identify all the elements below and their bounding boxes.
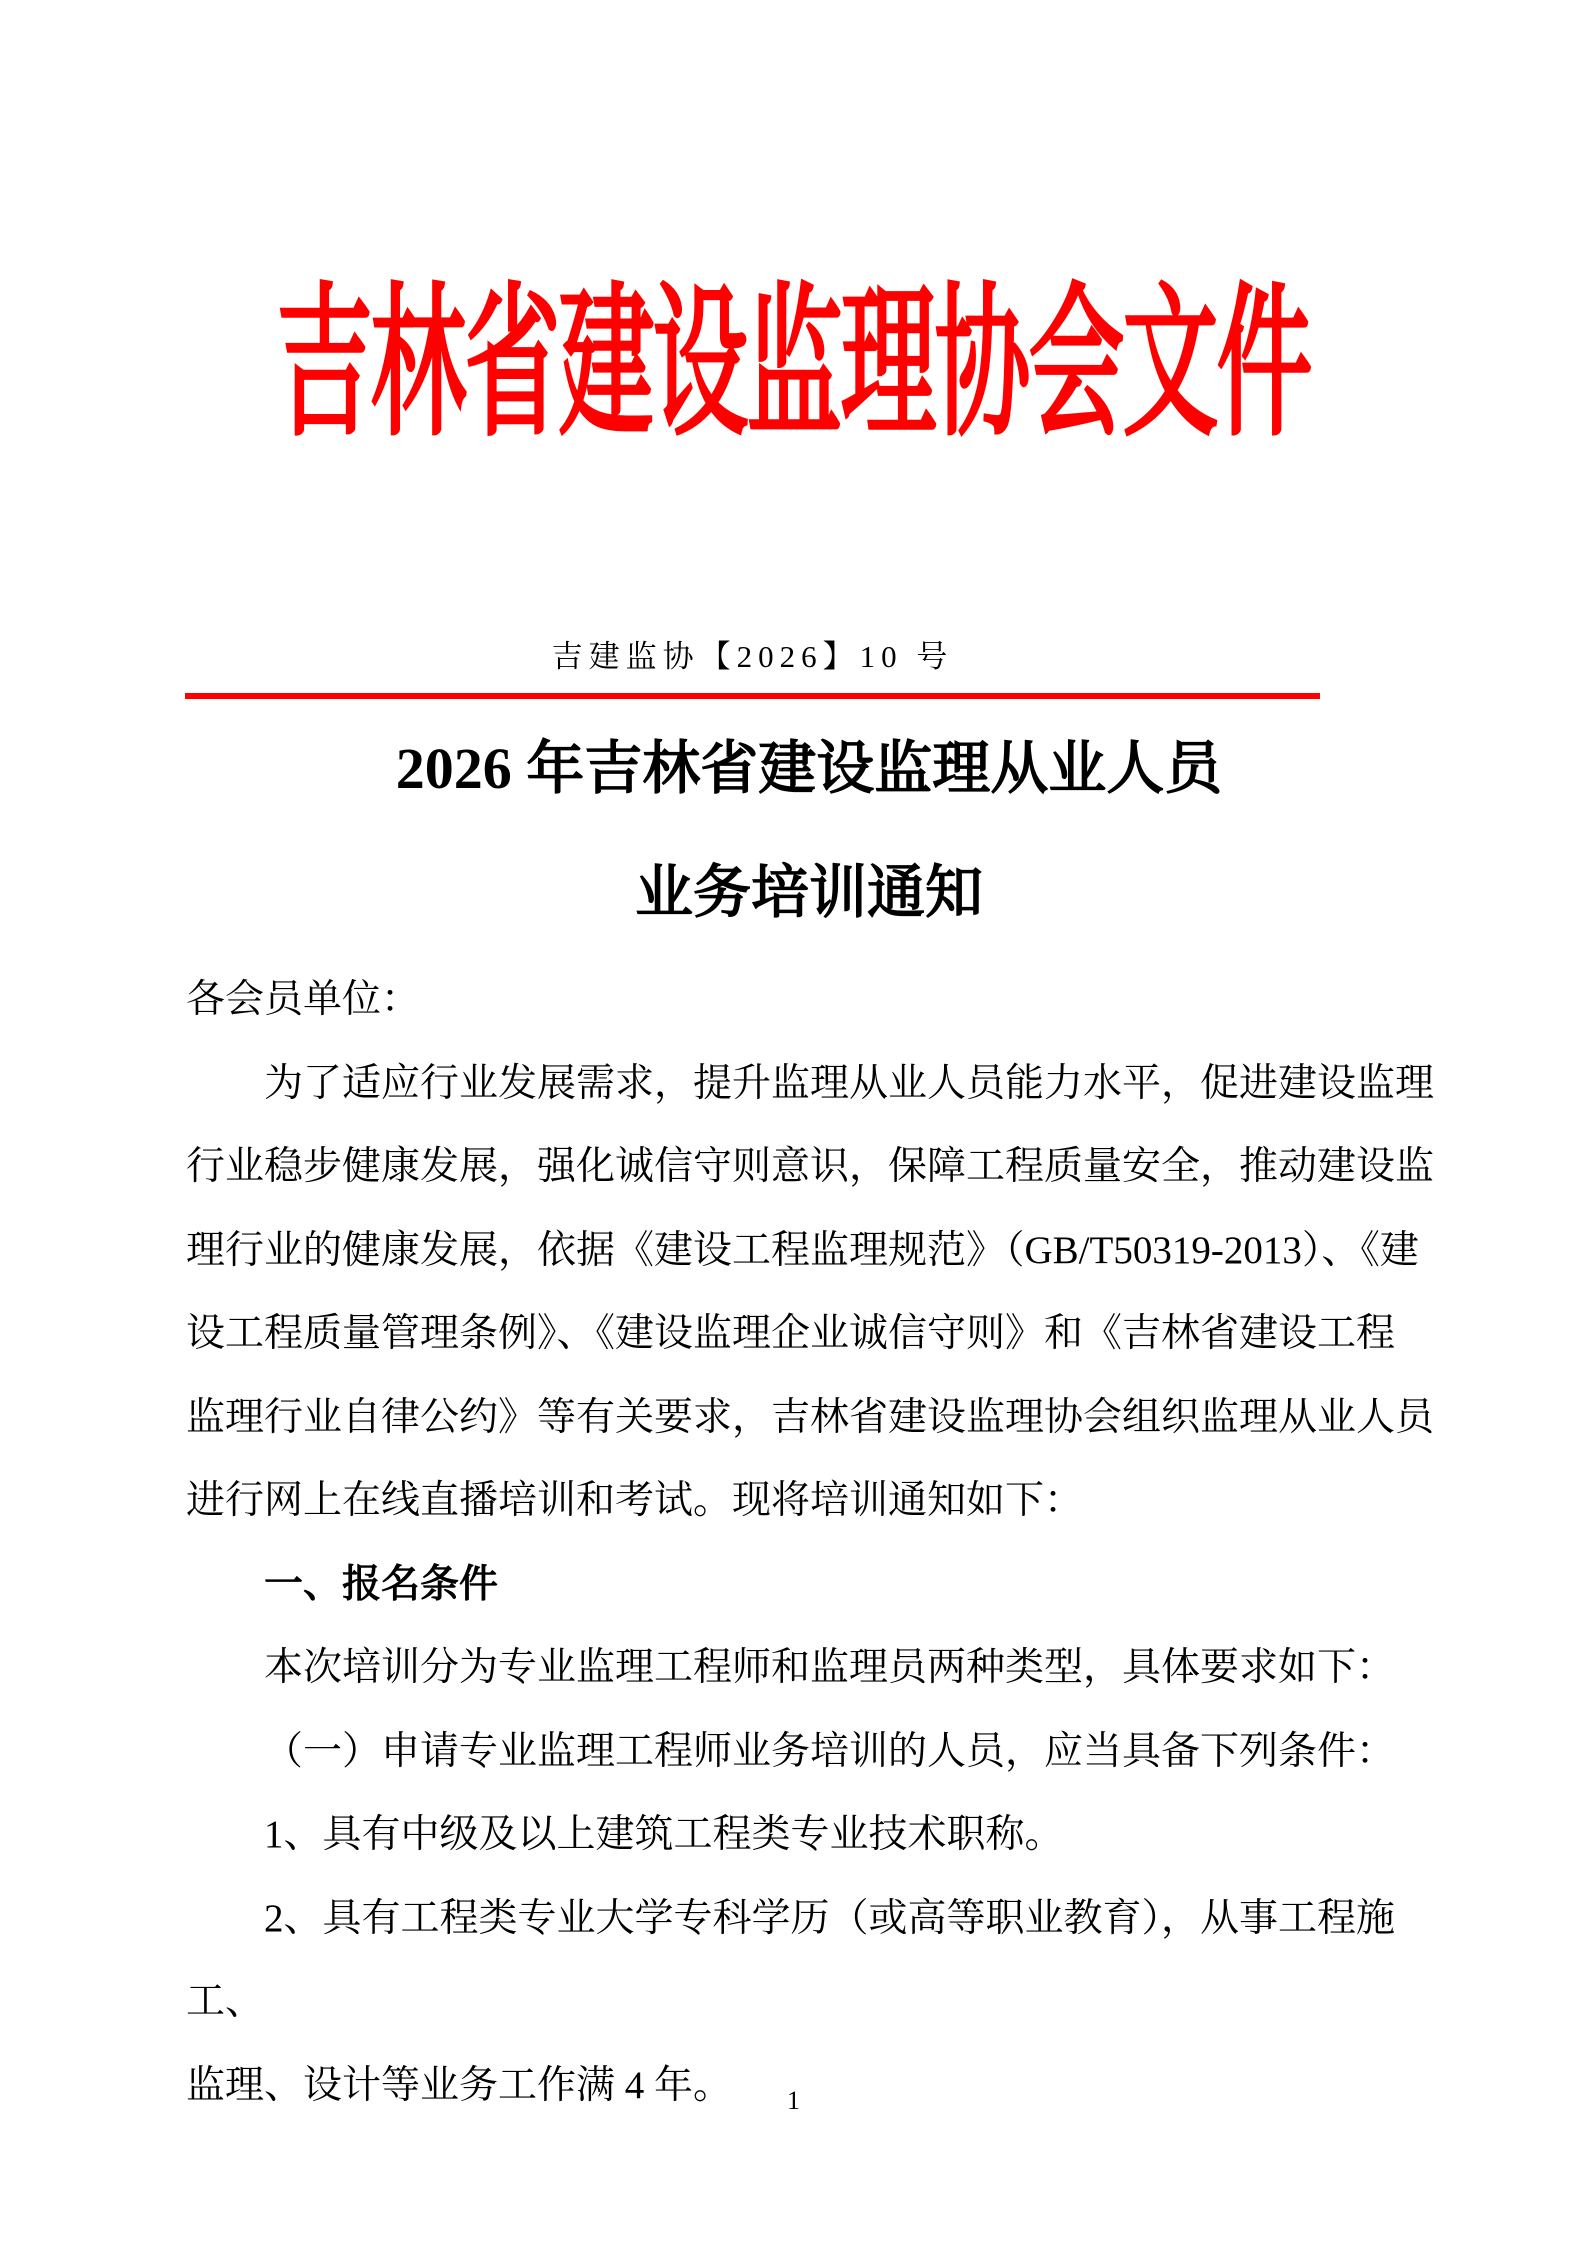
body-line: （一）申请专业监理工程师业务培训的人员，应当具备下列条件： bbox=[264, 1729, 1396, 1773]
body-line: 进行网上在线直播培训和考试。现将培训通知如下： bbox=[186, 1479, 1084, 1522]
body-line: 理行业的健康发展，依据《建设工程监理规范》（GB/T50319-2013）、《建 bbox=[186, 1228, 1419, 1272]
body-line: 行业稳步健康发展，强化诚信守则意识，保障工程质量安全，推动建设监 bbox=[186, 1145, 1435, 1188]
notice-title-line-1: 2026 年吉林省建设监理从业人员 bbox=[395, 736, 1223, 801]
body-line: 为了适应行业发展需求，提升监理从业人员能力水平，促进建设监理 bbox=[264, 1061, 1435, 1105]
body-line: 设工程质量管理条例》、《建设监理企业诚信守则》和《吉林省建设工程 bbox=[186, 1312, 1396, 1355]
body-line: 监理行业自律公约》等有关要求，吉林省建设监理协会组织监理从业人员 bbox=[186, 1395, 1435, 1439]
document-number: 吉建监协【2026】10 号 bbox=[551, 639, 954, 674]
notice-title-line-2: 业务培训通知 bbox=[634, 860, 983, 925]
page-number: 1 bbox=[787, 2086, 800, 2115]
letterhead-title: 吉林省建设监理协会文件 bbox=[276, 272, 1311, 457]
body-line: 1、具有中级及以上建筑工程类专业技术职称。 bbox=[264, 1813, 1064, 1856]
body-line: 一、报名条件 bbox=[264, 1562, 499, 1606]
body-line: 本次培训分为专业监理工程师和监理员两种类型，具体要求如下： bbox=[264, 1646, 1396, 1689]
letterhead-divider-line bbox=[185, 693, 1320, 699]
body-line: 2、具有工程类专业大学专科学历（或高等职业教育），从事工程施工、 bbox=[186, 1896, 1396, 2023]
body-line: 监理、设计等业务工作满 4 年。 bbox=[186, 2063, 733, 2107]
notice-body bbox=[186, 958, 1446, 2127]
body-line: 各会员单位： bbox=[186, 978, 421, 1021]
